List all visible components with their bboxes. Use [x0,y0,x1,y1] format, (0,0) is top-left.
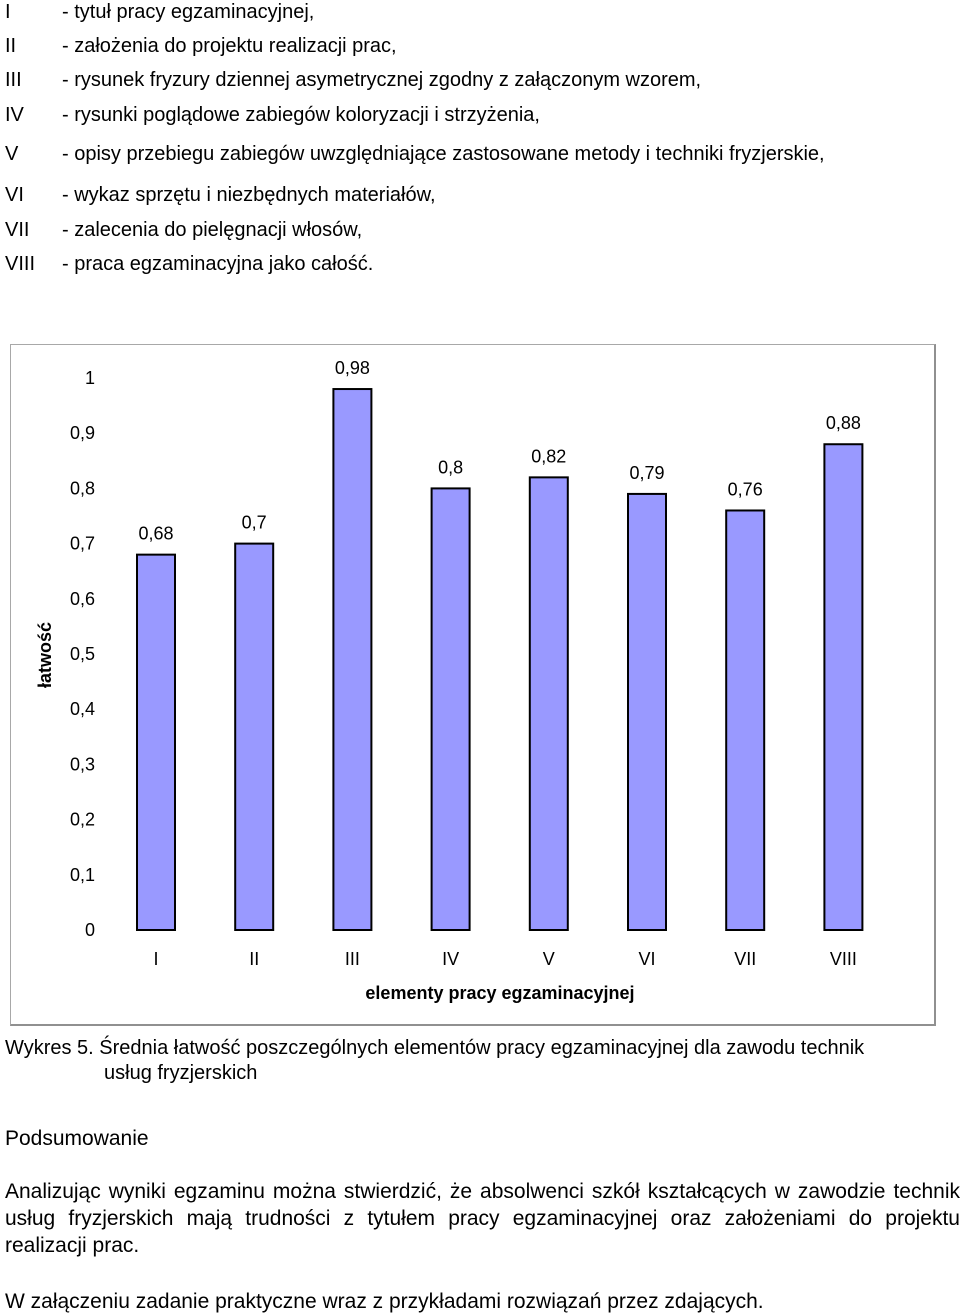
legend-item-text: - założenia do projektu realizacji prac, [62,35,397,57]
legend-item-text: - praca egzaminacyjna jako całość. [62,253,374,275]
bar-chart [11,345,937,1027]
attachment-note: W załączeniu zadanie praktyczne wraz z przykładami rozwiązań przez zdających. [5,1290,764,1313]
summary-paragraph: Analizując wyniki egzaminu można stwierdzić, że absolwenci szkół kształcących w zawodzie technik usług fryzjerskich mają trudności z tytułem pracy egzaminacyjnej oraz założeniami do projektu realizacji prac. [5,1180,960,1257]
chart-frame [10,344,936,1026]
y-axis-title: łatwość [35,621,55,689]
x-tick-label: VI [638,949,656,969]
y-tick-label: 0,9 [69,423,95,444]
caption-line-1: Wykres 5. Średnia łatwość poszczególnych elementów pracy egzaminacyjnej dla zawodu technik [5,1037,865,1059]
data-label: 0,68 [138,523,174,544]
y-tick-label: 1 [84,368,95,388]
data-label: 0,79 [629,462,665,483]
data-label: 0,76 [727,479,763,500]
bar [628,494,666,930]
legend-item-number: VIII [5,253,36,275]
legend-item-text: - wykaz sprzętu i niezbędnych materiałów, [62,184,436,206]
y-tick-label: 0,4 [69,699,95,720]
legend-item-number: VII [5,219,30,241]
y-tick-label: 0,8 [69,478,95,499]
legend-item-number: V [5,143,19,165]
x-tick-label: VII [734,949,757,969]
legend-item-text: - opisy przebiegu zabiegów uwzględniające zastosowane metody i techniki fryzjerskie, [62,143,825,165]
y-tick-label: 0,7 [69,533,95,554]
y-tick-label: 0,5 [69,644,95,664]
y-tick-label: 0,2 [69,809,95,830]
x-tick-label: IV [442,949,460,969]
legend-item-text: - tytuł pracy egzaminacyjnej, [62,1,315,23]
x-axis-title: elementy pracy egzaminacyjnej [365,983,635,1003]
bar [137,555,175,930]
bar [333,389,371,930]
legend-item-text: - rysunki poglądowe zabiegów koloryzacji i strzyżenia, [62,104,540,126]
data-label: 0,88 [825,413,861,434]
bar [432,488,470,930]
y-tick-label: 0,6 [69,588,95,609]
data-label: 0,98 [334,358,370,379]
legend-item-number: IV [5,104,24,126]
x-tick-label: V [542,949,555,969]
legend-item-number: II [5,35,17,57]
bar [235,544,273,930]
caption-line-2: usług fryzjerskich [104,1062,258,1084]
x-tick-label: VIII [829,949,857,969]
y-tick-label: 0 [84,920,95,940]
section-title: Podsumowanie [5,1127,149,1150]
legend-item-text: - zalecenia do pielęgnacji włosów, [62,219,363,241]
bar [726,510,764,930]
x-tick-label: III [344,949,360,969]
bar [824,444,862,930]
legend-item-number: VI [5,184,24,206]
legend-item-text: - rysunek fryzury dziennej asymetrycznej zgodny z załączonym wzorem, [62,69,702,91]
data-label: 0,7 [241,512,267,533]
data-label: 0,82 [531,446,567,467]
legend-item-number: III [5,69,22,91]
bar [530,477,568,930]
data-label: 0,8 [438,457,464,478]
x-tick-label: II [249,949,260,969]
x-tick-label: I [153,949,159,969]
y-tick-label: 0,3 [69,754,95,775]
y-tick-label: 0,1 [69,864,95,885]
legend-item-number: I [5,1,11,23]
